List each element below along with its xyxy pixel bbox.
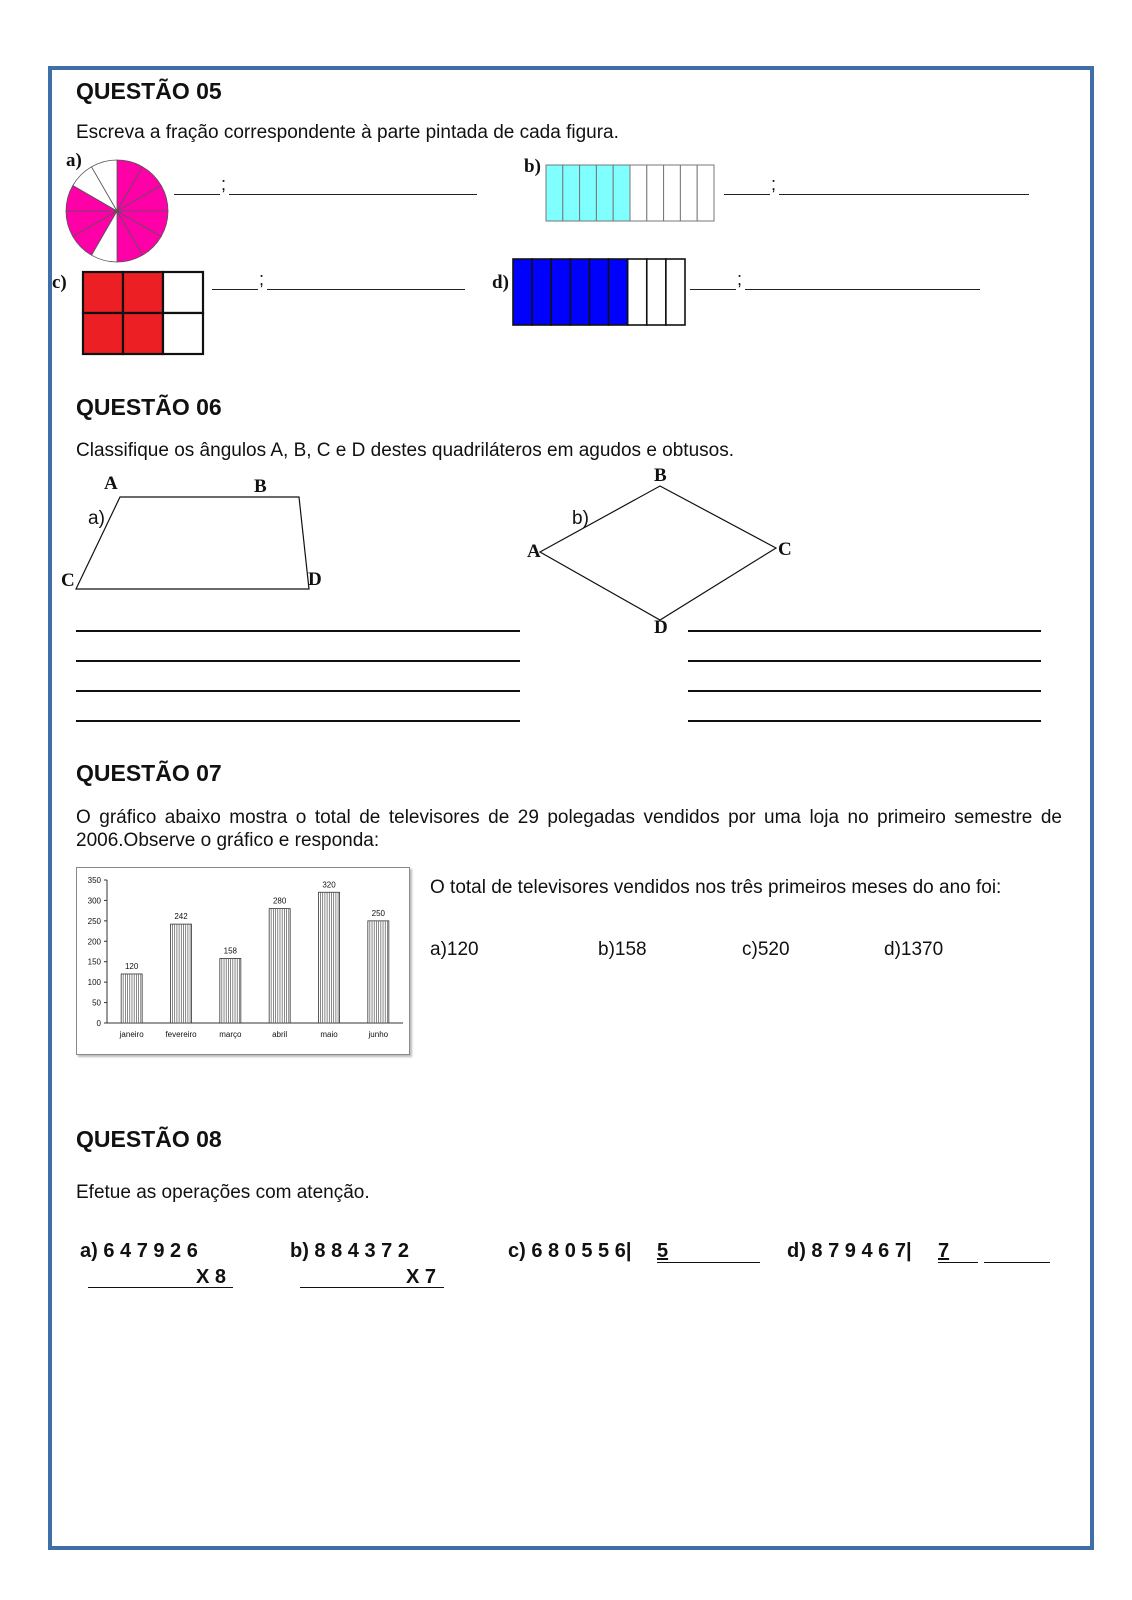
q05-b-answer-text[interactable] xyxy=(779,194,1029,195)
bar-b-cell xyxy=(580,165,597,221)
q07-question: O total de televisores vendidos nos três primeiros meses do ano foi: xyxy=(430,877,1002,898)
q05-c-answer-text[interactable] xyxy=(267,289,465,290)
chart-y-tick-label: 100 xyxy=(87,978,101,988)
q08-d-dividend: d) 8 7 9 4 6 7| xyxy=(787,1240,912,1262)
chart-y-tick-label: 50 xyxy=(92,998,101,1008)
q06-b-label: b) xyxy=(572,508,589,529)
q06-instruction: Classifique os ângulos A, B, C e D destes quadriláteros em agudos e obtusos. xyxy=(76,440,734,461)
q06-a-vertex-C: C xyxy=(61,570,75,591)
q07-option-c[interactable]: c)520 xyxy=(742,939,790,960)
q08-b-multiplicand: b) 8 8 4 3 7 2 xyxy=(290,1240,409,1262)
grid-c-cell xyxy=(83,313,123,354)
q08-a-factor: X 8 xyxy=(196,1266,227,1288)
q08-d-divisor: 7 xyxy=(938,1240,950,1262)
q05-d-answer-text[interactable] xyxy=(745,289,980,290)
q07-option-b[interactable]: b)158 xyxy=(598,939,647,960)
q06-b-vertex-C: C xyxy=(778,539,792,560)
chart-x-tick-label: abril xyxy=(272,1030,288,1039)
q05-grid-c-figure xyxy=(81,270,205,356)
grid-c-cell xyxy=(123,313,163,354)
chart-data-label: 280 xyxy=(272,896,287,906)
q05-pie-figure xyxy=(62,156,172,266)
chart-y-tick-label: 250 xyxy=(87,916,101,926)
bar-d-cell xyxy=(570,259,589,325)
q08-c-quotient-line[interactable] xyxy=(657,1262,760,1263)
q06-a-label: a) xyxy=(88,508,105,529)
chart-y-tick-label: 150 xyxy=(87,957,101,967)
q07-option-a[interactable]: a)120 xyxy=(430,939,479,960)
q06-a-answer-line-1[interactable] xyxy=(76,630,520,632)
chart-data-label: 120 xyxy=(124,961,139,971)
bar-b-cell xyxy=(630,165,647,221)
q05-b-sep: ; xyxy=(771,174,777,194)
q08-title: QUESTÃO 08 xyxy=(76,1126,222,1152)
q08-d-quotient-line-1[interactable] xyxy=(938,1262,978,1263)
q08-b-result-line[interactable] xyxy=(300,1287,444,1288)
chart-x-tick-label: junho xyxy=(368,1030,389,1039)
q06-b-answer-line-4[interactable] xyxy=(688,720,1041,722)
chart-x-tick-label: fevereiro xyxy=(165,1030,197,1039)
grid-c-cell xyxy=(163,313,203,354)
q06-a-answer-line-3[interactable] xyxy=(76,690,520,692)
q06-b-vertex-B: B xyxy=(654,465,667,486)
q07-option-d[interactable]: d)1370 xyxy=(884,939,944,960)
q06-b-vertex-D: D xyxy=(654,617,668,638)
chart-y-tick-label: 300 xyxy=(87,896,101,906)
chart-data-label: 158 xyxy=(223,946,238,956)
bar-b-cell xyxy=(680,165,697,221)
bar-b-cell xyxy=(596,165,613,221)
bar-b-cell xyxy=(563,165,580,221)
q06-rhombus-figure xyxy=(520,470,810,630)
chart-y-tick-label: 200 xyxy=(87,937,101,947)
bar-d-cell xyxy=(589,259,608,325)
bar-d-cell xyxy=(609,259,628,325)
q06-title: QUESTÃO 06 xyxy=(76,394,222,420)
bar-b-cell xyxy=(613,165,630,221)
q07-title: QUESTÃO 07 xyxy=(76,760,222,786)
chart-x-tick-label: janeiro xyxy=(119,1030,144,1039)
q05-label-d: d) xyxy=(492,272,509,293)
bar-d-cell xyxy=(628,259,647,325)
bar-b-cell xyxy=(697,165,714,221)
grid-c-cell xyxy=(83,272,123,313)
q08-c-dividend: c) 6 8 0 5 5 6| xyxy=(508,1240,632,1262)
bar-d-cell xyxy=(551,259,570,325)
chart-x-tick-label: maio xyxy=(320,1030,338,1039)
q06-b-vertex-A: A xyxy=(527,541,541,562)
q05-d-answer-numerator[interactable] xyxy=(690,289,736,290)
q05-a-answer-numerator[interactable] xyxy=(174,194,220,195)
q05-d-sep: ; xyxy=(737,269,743,289)
bar-b-cell xyxy=(664,165,681,221)
q05-a-answer-text[interactable] xyxy=(229,194,477,195)
q05-label-b: b) xyxy=(524,156,541,177)
q05-c-sep: ; xyxy=(259,269,265,289)
chart-y-tick-label: 350 xyxy=(87,876,101,885)
q05-b-answer-numerator[interactable] xyxy=(724,194,770,195)
bar-d-cell xyxy=(666,259,685,325)
q06-a-vertex-B: B xyxy=(254,476,267,497)
chart-data-label: 250 xyxy=(371,908,386,918)
q06-a-vertex-D: D xyxy=(308,569,322,590)
q06-b-answer-line-1[interactable] xyxy=(688,630,1041,632)
q07-bar-chart xyxy=(77,868,409,1054)
q07-chart-box xyxy=(76,867,410,1055)
q06-a-answer-line-4[interactable] xyxy=(76,720,520,722)
q05-label-a: a) xyxy=(66,150,82,171)
bar-d-cell xyxy=(647,259,666,325)
chart-data-label: 320 xyxy=(322,880,336,890)
q06-trapezoid-figure xyxy=(60,466,340,596)
q05-bar-d-figure xyxy=(512,258,688,328)
chart-y-tick-label: 0 xyxy=(96,1019,101,1028)
bar-d-cell xyxy=(532,259,551,325)
q08-d-quotient-line-2[interactable] xyxy=(984,1262,1050,1263)
grid-c-cell xyxy=(123,272,163,313)
q07-text: O gráfico abaixo mostra o total de televisores de 29 polegadas vendidos por uma loja no primeiro semestre de 2006.Observe o gráfico e responda: xyxy=(76,807,1062,851)
bar-b-cell xyxy=(647,165,664,221)
chart-x-tick-label: março xyxy=(219,1030,242,1039)
q05-label-c: c) xyxy=(52,272,67,293)
grid-c-cell xyxy=(163,272,203,313)
q05-instruction: Escreva a fração correspondente à parte pintada de cada figura. xyxy=(76,122,619,143)
q06-b-answer-line-2[interactable] xyxy=(688,660,1041,662)
q05-a-sep: ; xyxy=(221,174,227,194)
q05-bar-b-figure xyxy=(545,164,715,224)
chart-data-label: 242 xyxy=(174,912,188,922)
q05-title: QUESTÃO 05 xyxy=(76,78,222,104)
q08-c-divisor: 5 xyxy=(657,1240,669,1262)
bar-b-cell xyxy=(546,165,563,221)
q08-a-multiplicand: a) 6 4 7 9 2 6 xyxy=(80,1240,198,1262)
q08-instruction: Efetue as operações com atenção. xyxy=(76,1182,370,1203)
q06-a-vertex-A: A xyxy=(104,473,118,494)
q06-b-answer-line-3[interactable] xyxy=(688,690,1041,692)
q08-b-factor: X 7 xyxy=(406,1266,437,1288)
q05-c-answer-numerator[interactable] xyxy=(212,289,258,290)
q08-a-result-line[interactable] xyxy=(88,1287,233,1288)
q06-a-answer-line-2[interactable] xyxy=(76,660,520,662)
bar-d-cell xyxy=(513,259,532,325)
